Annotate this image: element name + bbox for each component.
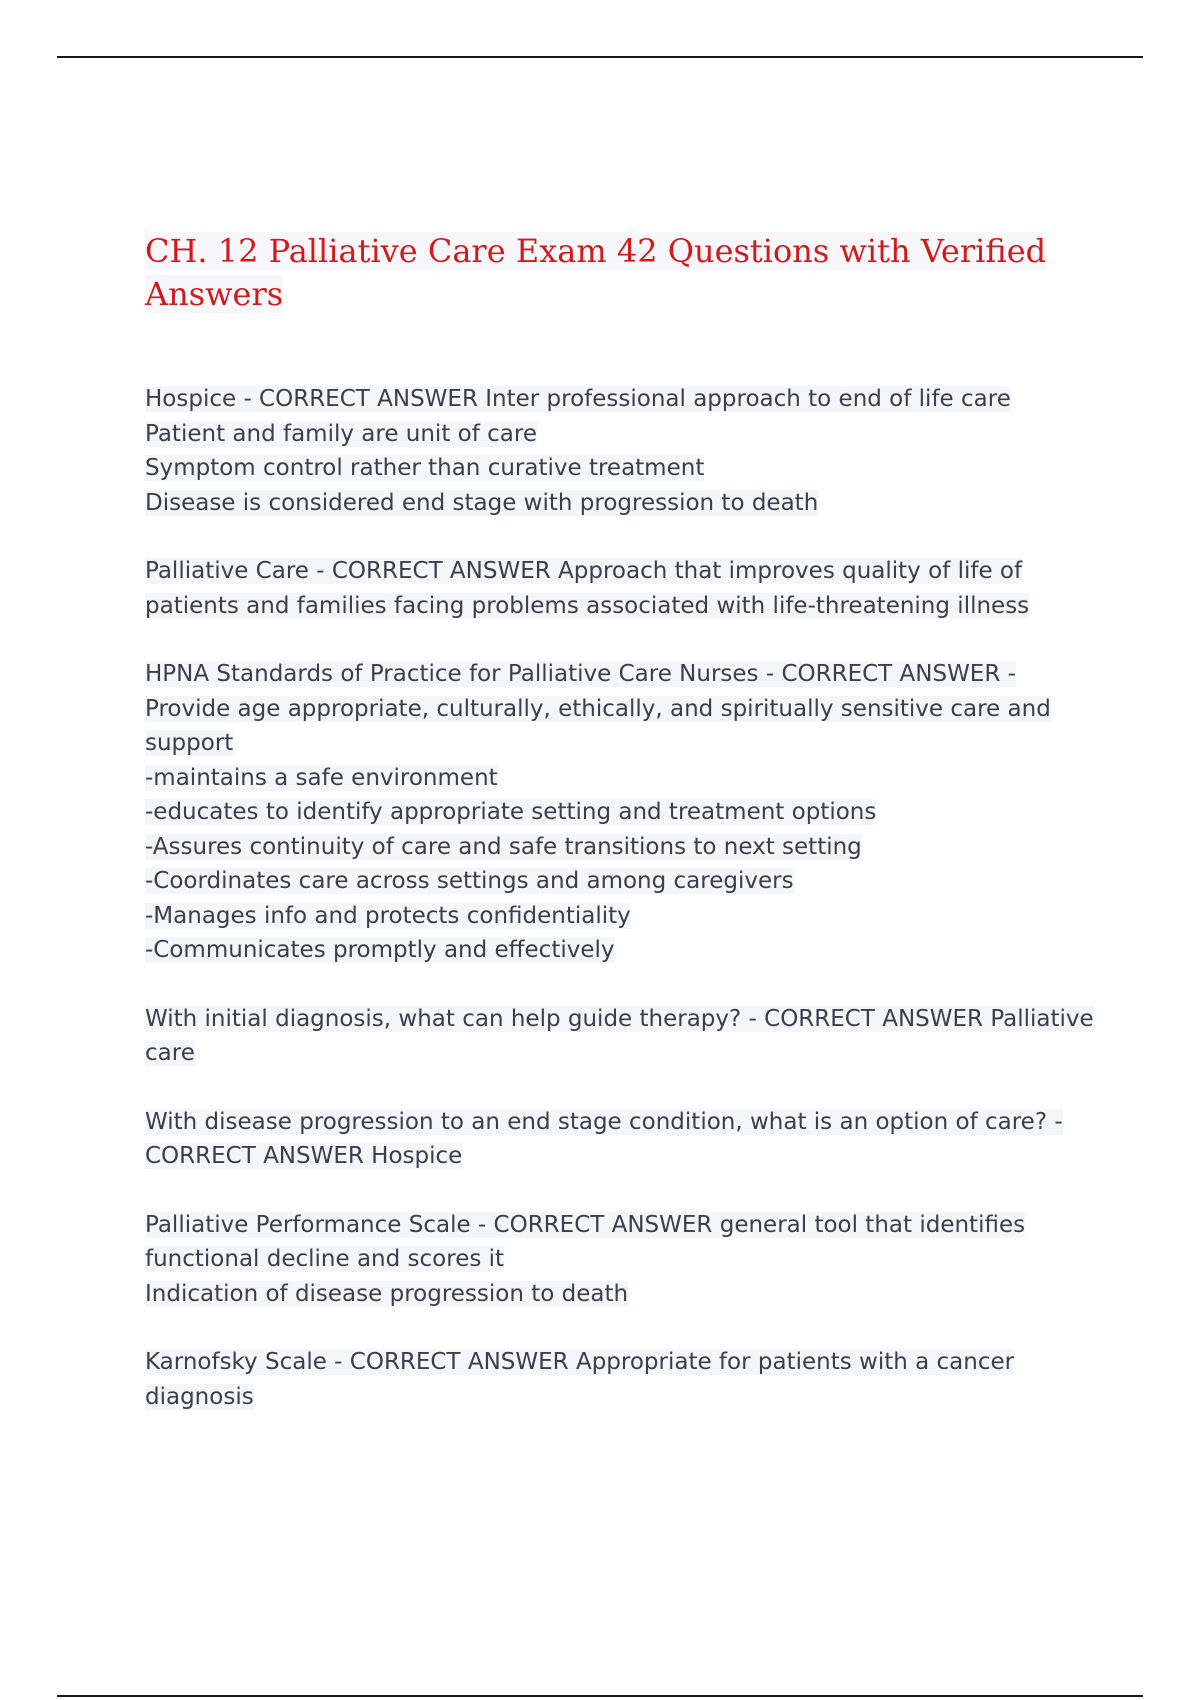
- qa-line: functional decline and scores it: [145, 1246, 505, 1272]
- qa-line: -Coordinates care across settings and among caregivers: [145, 868, 794, 894]
- qa-line: Palliative Care - CORRECT ANSWER Approach that improves quality of life of: [145, 558, 1023, 584]
- document-body: [145, 230, 1105, 1448]
- document-title: CH. 12 Palliative Care Exam 42 Questions with Verified Answers: [145, 232, 1047, 313]
- qa-entry: [145, 1105, 1105, 1174]
- qa-line: patients and families facing problems associated with life-threatening illness: [145, 592, 1030, 619]
- footer-rule: [57, 1695, 1143, 1697]
- qa-line: With disease progression to an end stage condition, what is an option of care? -: [145, 1108, 1063, 1135]
- qa-entry: [145, 657, 1105, 968]
- qa-line: Indication of disease progression to death: [145, 1280, 629, 1307]
- qa-line: Hospice - CORRECT ANSWER Inter professional approach to end of life care: [145, 386, 1011, 412]
- qa-line: -educates to identify appropriate setting and treatment options: [145, 799, 877, 825]
- qa-line: support: [145, 730, 234, 756]
- qa-line: Provide age appropriate, culturally, ethically, and spiritually sensitive care and: [145, 695, 1051, 722]
- qa-entry: [145, 554, 1105, 623]
- qa-line: Patient and family are unit of care: [145, 420, 537, 447]
- qa-line: Palliative Performance Scale - CORRECT ANSWER general tool that identifies: [145, 1211, 1026, 1238]
- qa-line: care: [145, 1040, 195, 1066]
- qa-line: -Manages info and protects confidentiality: [145, 902, 631, 929]
- qa-line: With initial diagnosis, what can help guide therapy? - CORRECT ANSWER Palliative: [145, 1005, 1094, 1032]
- qa-list: [145, 382, 1105, 1414]
- qa-entry: [145, 1208, 1105, 1312]
- qa-line: -Communicates promptly and effectively: [145, 937, 615, 963]
- header-rule: [57, 56, 1143, 58]
- qa-line: Symptom control rather than curative treatment: [145, 455, 705, 481]
- qa-entry: [145, 1345, 1105, 1414]
- qa-line: diagnosis: [145, 1383, 254, 1410]
- qa-line: Disease is considered end stage with progression to death: [145, 489, 819, 516]
- qa-line: CORRECT ANSWER Hospice: [145, 1143, 463, 1169]
- qa-line: Karnofsky Scale - CORRECT ANSWER Appropriate for patients with a cancer: [145, 1349, 1015, 1375]
- qa-entry: [145, 1002, 1105, 1071]
- qa-line: -maintains a safe environment: [145, 764, 498, 791]
- qa-line: HPNA Standards of Practice for Palliative Care Nurses - CORRECT ANSWER -: [145, 661, 1016, 687]
- qa-entry: [145, 382, 1105, 520]
- qa-line: -Assures continuity of care and safe transitions to next setting: [145, 833, 862, 860]
